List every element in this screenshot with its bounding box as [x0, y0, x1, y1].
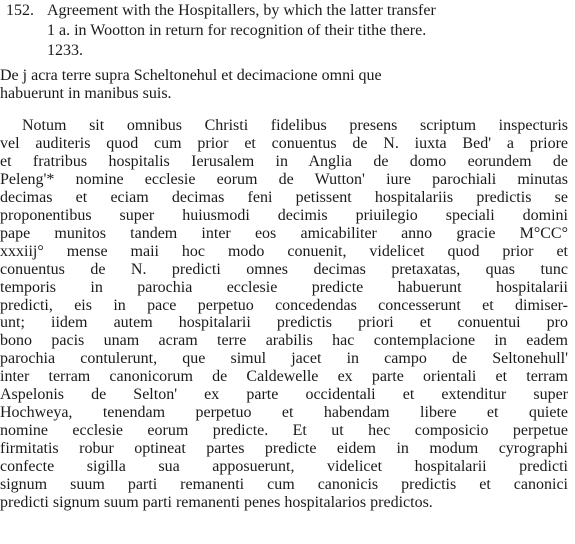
text-line: proponentibus super huiusmodi decimis priuilegio speciali domini — [0, 206, 568, 224]
text-line: bono pacis unam acram terre arabilis hac contemplacione in eadem — [0, 332, 568, 350]
text-line: Notum sit omnibus Christi fidelibus presens scriptum inspecturis — [22, 117, 568, 134]
text-line: parochia contulerunt, que simul jacet in campo de Seltonehull' — [0, 350, 568, 368]
text-line: firmitatis robur optineat partes predicte eidem in modum cyrographi — [0, 440, 568, 458]
rubric-line: De j acra terre supra Scheltonehul et decimacione omni que — [0, 67, 382, 84]
text-line: nomine ecclesie eorum predicte. Et ut hec composicio perpetue — [0, 422, 568, 440]
text-line: signum suum parti remanenti cum canonicis predictis et canonici — [0, 476, 568, 493]
text-line: temporis in parochia ecclesie predicte habuerunt hospitalarii — [0, 278, 568, 296]
text-line: Peleng'* nomine ecclesie eorum de Wutton' iure parochiali minutas — [0, 170, 568, 188]
text-line: Aspelonis de Selton' ex parte occidentali et extenditur super — [0, 386, 568, 404]
text-line: confecte sigilla sua apposuerunt, videlicet hospitalarii predicti — [0, 458, 568, 476]
text-line: unt; iidem autem hospitalarii predictis priori et conuentui pro — [0, 314, 568, 332]
text-line: vel auditeris quod cum prior et conuentus de N. iuxta Bed' a priore — [0, 134, 568, 152]
rubric-line: habuerunt in manibus suis. — [0, 85, 172, 102]
entry-title-line: Agreement with the Hospitallers, by which the latter transfer — [47, 2, 436, 19]
text-line: pape munitos tandem inter eos amicabiliter anno gracie M°CC° — [0, 224, 568, 242]
text-line: inter terram canonicorum de Caldewelle ex parte orientali et terram — [0, 368, 568, 386]
text-line: et fratribus hospitalis Ierusalem in Anglia de domo eorundem de — [0, 152, 568, 170]
text-line: xxxiij° mense maii hoc modo conuenit, videlicet quod prior et — [0, 242, 568, 260]
entry-date: 1233. — [47, 42, 83, 59]
text-line: predicti signum suum parti remanenti penes hospitalarios predictos. — [0, 493, 433, 511]
text-line: decimas et eciam decimas feni petissent hospitalariis predictis se — [0, 188, 568, 206]
entry-number: 152. — [6, 2, 34, 19]
text-line: predicti, eis in pace perpetuo concedendas concesserunt et dimiser- — [0, 296, 568, 314]
text-line: Hochweya, tenendam perpetuo et habendam libere et quiete — [0, 404, 568, 422]
entry-title-line: 1 a. in Wootton in return for recognition of their tithe there. — [47, 22, 427, 39]
text-line: conuentus de N. predicti omnes decimas pretaxatas, quas tunc — [0, 260, 568, 278]
